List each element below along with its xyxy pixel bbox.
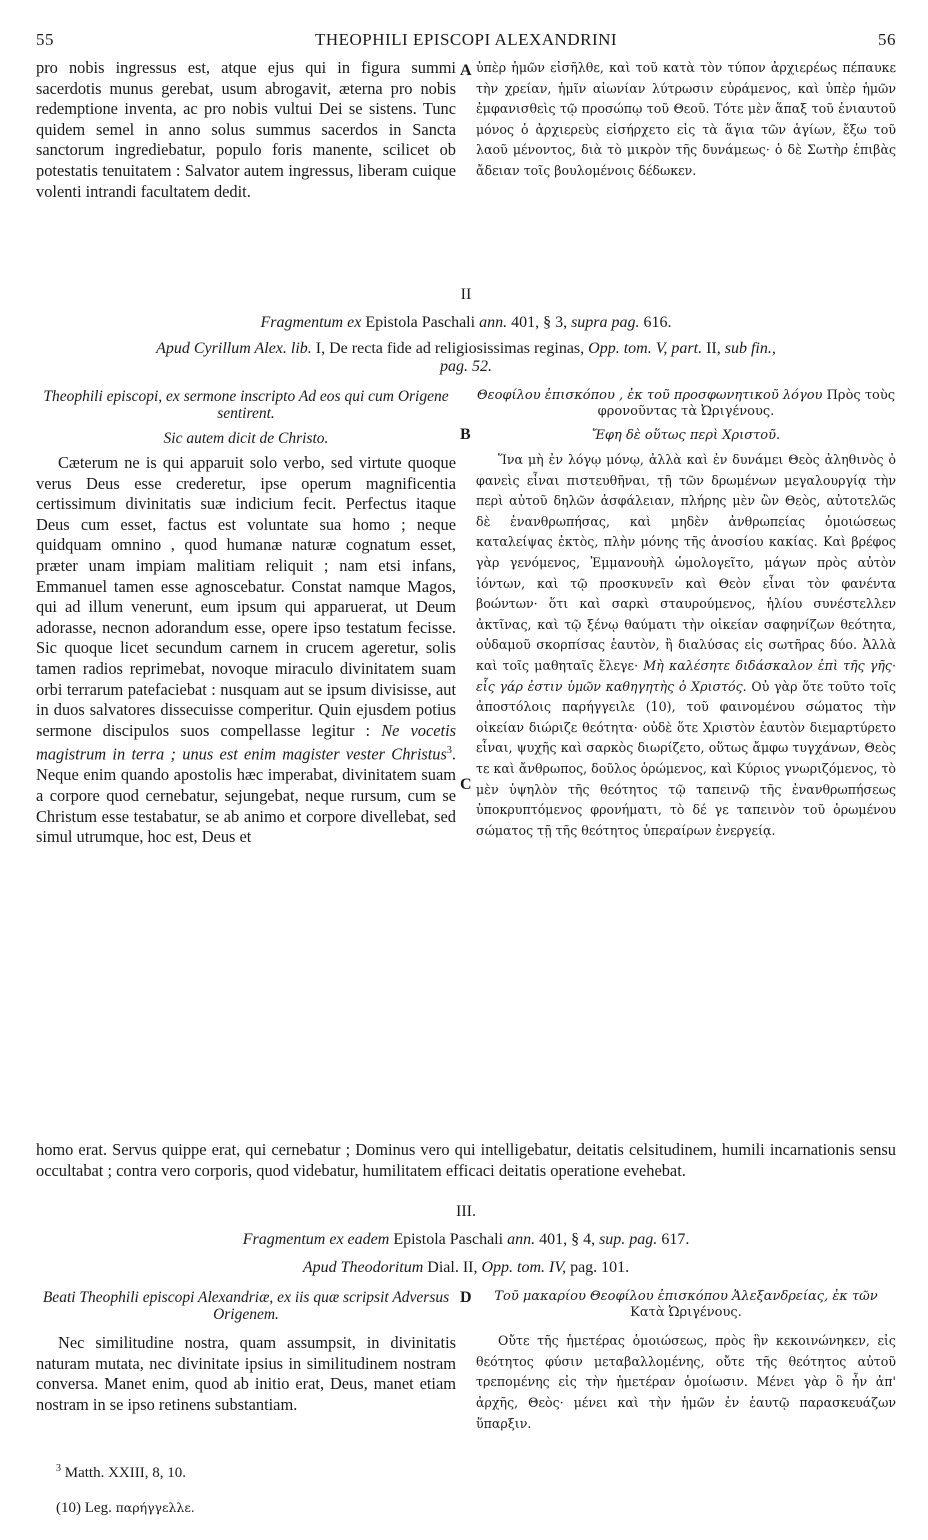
margin-marker-d: D	[460, 1289, 472, 1307]
margin-marker-b: B	[460, 426, 471, 443]
footnote-ref-3: 3	[446, 745, 452, 757]
section-2-fragment-title	[36, 314, 896, 332]
page-title: THEOPHILI EPISCOPI ALEXANDRINI	[314, 30, 618, 49]
src3-plain: Dial. II,	[427, 1259, 478, 1277]
latin-heading-2-plain: Ad eos qui cum Origene sentirent.	[217, 388, 449, 422]
greek-heading-3-italic: Τοῦ μακαρίου Θεοφίλου ἐπισκόπου Ἀλεξανδρείας, ἐκ τῶν	[494, 1289, 878, 1305]
latin-heading-3-italic: Beati Theophili episcopi Alexandriæ, ex iis quæ scripsit	[42, 1289, 389, 1307]
src3-italic2: Opp. tom. IV,	[481, 1259, 567, 1277]
footnote-3-text: Matth. XXIII, 8, 10.	[64, 1465, 186, 1482]
frag3-tail-plain2: 617.	[661, 1231, 690, 1249]
greek-heading-2	[476, 388, 896, 420]
frag2-tail-plain2: 616.	[643, 314, 672, 331]
frag3-plain: Epistola Paschali	[393, 1231, 504, 1249]
frag2-plain: Epistola Paschali	[365, 314, 476, 331]
section-2-columns	[36, 388, 896, 1140]
src3-italic: Apud Theodoritum	[302, 1259, 424, 1277]
src2-plain: I, De recta fide ad religiosissimas reginas,	[315, 340, 585, 357]
frag2-tail-plain: 401, § 3,	[511, 314, 568, 331]
footnote-3-mark: 3	[56, 1463, 61, 1475]
footnote-10	[36, 1500, 896, 1517]
section-number-2: II	[460, 286, 472, 303]
latin-heading-3-plain: Adversus Origenem.	[213, 1289, 450, 1324]
footnote-10-mark: (10)	[56, 1500, 81, 1517]
greek-subheading-2: Ἔφη δὲ οὕτως περὶ Χριστοῦ.	[591, 428, 781, 443]
latin-heading-2-italic: Theophili episcopi, ex sermone inscripto	[43, 388, 296, 405]
section-number-3: III.	[456, 1203, 476, 1221]
section-3-columns	[36, 1289, 896, 1449]
footnote-3	[36, 1463, 896, 1482]
greek-column-top: ὑπὲρ ἡμῶν εἰσῆλθε, καὶ τοῦ κατὰ τὸν τύπον ἀρχιερέως πέπαυκε τὴν χρείαν, ἡμῖν αἰωνίαν λύτρωσιν εὑράμενος, καὶ ὑπὲρ ἡμῶν ἐμφανισθεὶς τῷ προσώπῳ τοῦ Θεοῦ. Τότε μὲν ἅπαξ τοῦ ἐνιαυτοῦ μόνος ὁ ἀρχιερεὺς εἰσήρχετο εἰς τὰ ἅγια τῶν ἁγίων, ἔξω τοῦ λαοῦ μένοντος, διὰ τὸ μικρὸν τῆς δυνάμεως· ὁ δὲ Σωτὴρ ἐπιβὰς ἄδειαν τοῖς βουλομένοις δέδωκεν.	[476, 60, 896, 178]
latin-text-2-b: . Neque enim quando apostolis hæc imperabat, divinitatem suam a corpore quod cernebatur, sejungebat, neque rursum, cum se Christum esse testabatur, se ab animo et corpore divellebat, sed simul utrumque, hoc est, Deus et	[36, 744, 456, 847]
greek-text-2-b: Οὐ γὰρ ὅτε τοῦτο τοῖς ἀποστόλοις παρήγγειλε (10), τοῦ φαινομένου σώματος τὴν οἰκείαν διώριζε θεότητα· οὐδὲ ὅτε Χριστὸν ἑαυτὸν διεμαρτύρετο εἶναι, ψυχῆς καὶ σαρκὸς διωρίζετο, οὕτως ἄμφω τυγχάνων, Θεὸς τε καὶ ἄνθρωπος, δοῦλος ὁρώμενος, καὶ Κύριος γνωριζόμενος, τὸ μὲν ὑψηλὸν τῆς θεότητος τῷ ταπεινῷ τῆς ἐνανθρωπήσεως ὑποκρυπτόμενος φρονήματι, τὸ δέ γε ταπεινὸν τοῦ ὁρωμένου σώματος τῇ τῆς θεότητος ὑπεραίρων ἐνεργείᾳ.	[476, 678, 896, 838]
greek-text-3: Οὔτε τῆς ἡμετέρας ὁμοιώσεως, πρὸς ἣν κεκοινώνηκεν, εἰς θεότητος φύσιν μεταβαλλομένης, οὔτε τῆς θεότητος αὐτοῦ τρεπομένης εἰς τὴν ἡμετέραν ὁμοίωσιν. Μένει γὰρ ὃ ἦν ἀπ' ἀρχῆς, Θεὸς· μένει καὶ τὴν ἡμῶν ἐν ἑαυτῷ παρασκευάζων ὕπαρξιν.	[476, 1333, 896, 1431]
src2-italic: Apud Cyrillum Alex. lib.	[156, 340, 312, 357]
section-3-source	[36, 1259, 896, 1277]
frag3-tail-italic2: sup. pag.	[599, 1231, 658, 1249]
frag3-tail-plain: 401, § 4,	[539, 1231, 596, 1249]
src2-plain2: II,	[706, 340, 721, 357]
top-continuation	[36, 54, 896, 276]
frag3-italic: Fragmentum ex eadem	[242, 1231, 390, 1249]
footnote-10-greek: παρήγγελλε.	[115, 1500, 195, 1516]
latin-subheading-2: Sic autem dicit de Christo.	[163, 430, 329, 447]
latin-heading-2	[36, 388, 456, 422]
frag2-tail-italic: ann.	[479, 314, 508, 331]
frag2-italic: Fragmentum ex	[260, 314, 362, 331]
src3-plain2: pag. 101.	[570, 1259, 630, 1277]
margin-marker-a: A	[460, 62, 472, 79]
full-width-latin-2: homo erat. Servus quippe erat, qui cernebatur ; Dominus vero qui intelligebatur, deitatis celsitudinem, humili incarnationis sensu occultabat ; contra vero corporis, quod videbatur, humilitatem efficaci deitatis operatione evehebat.	[36, 1140, 896, 1180]
greek-text-2	[476, 450, 896, 841]
page-number-right: 56	[878, 30, 896, 49]
latin-text-3: Nec similitudine nostra, quam assumpsit, in divinitatis naturam mutata, nec divinitate ipsius in similitudinem nostram conversa. Manet enim, quod ab initio erat, Deus, manet etiam nostram in se ipso retinens substantiam.	[36, 1333, 456, 1414]
src2-line2: pag. 52.	[440, 358, 492, 375]
greek-quote-2: Μὴ καλέσητε διδάσκαλον ἐπὶ τῆς γῆς· εἷς γάρ ἐστιν ὑμῶν καθηγητὴς ὁ Χριστός.	[476, 657, 896, 694]
greek-heading-2-italic: Θεοφίλου ἐπισκόπου , ἐκ τοῦ προσφωνητικοῦ λόγου	[476, 388, 823, 403]
section-3-latin-column	[36, 1289, 456, 1415]
frag2-tail-italic2: supra pag.	[571, 314, 640, 331]
section-3-fragment-title	[36, 1231, 896, 1249]
latin-quote-2: Ne vocetis magistrum in terra ; unus est enim magister vester Christus	[36, 720, 456, 764]
latin-text-2	[36, 453, 456, 848]
greek-text-2-a: Ἵνα μὴ ἐν λόγῳ μόνῳ, ἀλλὰ καὶ ἐν δυνάμει Θεὸς ἀληθινὸς ὁ φανεὶς εἶναι πιστευθῆναι, τῇ τῶν δρωμένων μεγαλουργίᾳ τὴν περὶ αὐτοῦ δηλῶν ἀσφάλειαν, πλήρης μὲν ὢν Θεὸς, αὐτοτελῶς δὲ ἐνανθρωπήσας, καὶ μηδὲν ἀνθρωπείας ὁμοιώσεως καταλείψας ἐκτὸς, πλὴν μόνης τῆς ἀνοσίου κακίας. Καὶ βρέφος γὰρ γενόμενος, Ἐμμανουὴλ ὡμολογεῖτο, μάγων πρὸς αὐτὸν ἰόντων, καὶ τῷ προσκυνεῖν καὶ Θεὸν εἶναι τὸν φανέντα βοώντων· ὅτι καὶ σαρκὶ σταυρούμενος, ἡλίου συνέστελλεν ἀκτῖνας, καὶ τῷ ξένῳ θαύματι τὴν οἰκείαν σαφηνίζων θεότητα, οὐδαμοῦ σκορπίσας ἑαυτὸν, ἢ διαλύσας εἰς σωτῆρας δύο. Ἀλλὰ καὶ τοῖς μαθηταῖς ἔλεγε·	[476, 452, 896, 673]
greek-heading-2-plain: Πρὸς τοὺς φρονοῦντας τὰ Ὠριγένους.	[597, 388, 896, 419]
greek-heading-3	[476, 1289, 896, 1321]
footnote-10-latin: Leg.	[84, 1500, 112, 1517]
margin-marker-c: C	[460, 776, 472, 793]
greek-heading-3-plain: Κατὰ Ὠριγένους.	[630, 1305, 742, 1321]
section-2-source	[36, 340, 896, 376]
section-2-greek-column	[476, 388, 896, 841]
latin-heading-3	[36, 1289, 456, 1323]
page	[36, 30, 896, 1517]
page-number-left: 55	[36, 30, 54, 49]
latin-text-2-a: Cæterum ne is qui apparuit solo verbo, sed virtute quoque verus Deus esse crederetur, ipse operum magnificentia certissimum divinitatis suæ indicium fecit. Perfectus itaque Deus cum esset, factus est voluntate sua homo ; neque quidquam omnino , quod humanæ naturæ cognatum esset, præter unam impiam malitiam reliquit ; nam etsi infans, Emmanuel tamen esse agnoscebatur. Constat namque Magos, qui ad illum venerunt, eum ipsum qui apparuerat, ut Deum adorasse, necnon adorandum esse, opere ipso testatum fecisse. Sic quoque licet secundum carnem in crucem ageretur, solis tamen radios reprimebat, novoque miraculo divinitatem suam orbi terrarum patefaciebat : nusquam aut se ipsum divisisse, aut in duos salvatores dissecuisse comperitur. Quin ejusdem potius sermone discipulos suos compellasse legitur :	[36, 453, 456, 740]
running-head	[36, 30, 896, 54]
latin-column-top: pro nobis ingressus est, atque ejus qui in figura summi sacerdotis munus gerebat, usum abrogavit, æterna pro nobis redemptione inventa, ac pro nobis vultui Dei se sistens. Tunc quidem semel in anno solus summus sacerdos in Sancta sanctorum ingrediebatur, populo foris manente, scilicet ob potestatis tenuitatem : Salvator autem ingressus, liberam cuique volenti intrandi facultatem dedit.	[36, 58, 456, 201]
frag3-tail-italic: ann.	[507, 1231, 536, 1249]
src2-italic2: Opp. tom. V, part.	[588, 340, 703, 357]
src2-italic3: sub fin.,	[724, 340, 776, 357]
section-2-latin-column	[36, 388, 456, 848]
section-3-greek-column	[476, 1289, 896, 1434]
